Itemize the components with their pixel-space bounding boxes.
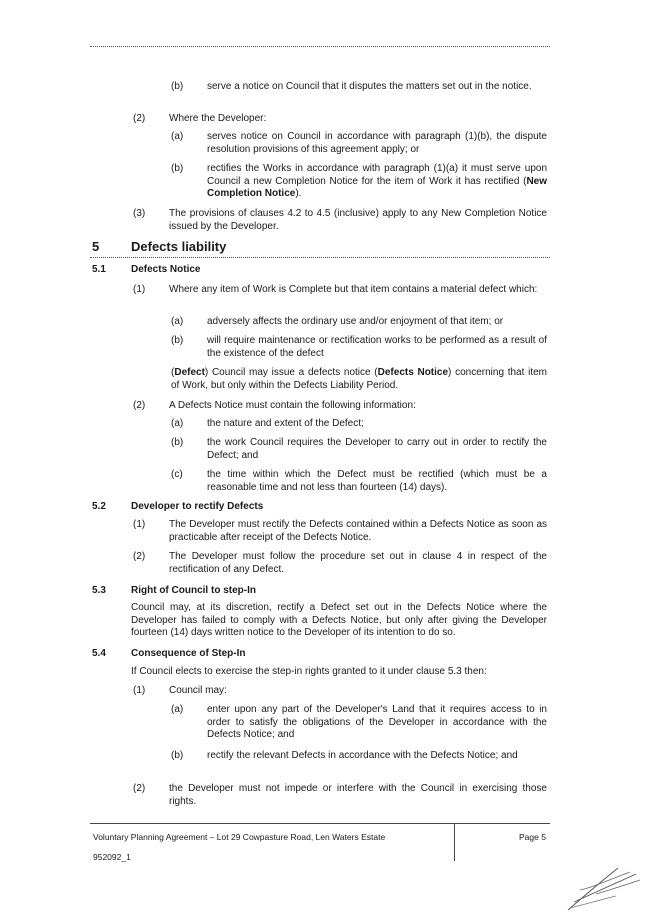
section-number: 5 [92,239,100,254]
item-text: enter upon any part of the Developer's Land that it requires access to in order to satisfy the obligations of the Developer in accordance with the Defects Notice; and [207,704,547,740]
item-label: (2) [133,400,146,411]
item-label: (1) [133,284,146,295]
item-text: serve a notice on Council that it disputes the matters set out in the notice. [207,81,532,92]
item-text: the nature and extent of the Defect; [207,418,364,429]
subsection-title: Consequence of Step-In [131,648,246,659]
item-label: (2) [133,783,146,794]
item-label: (1) [133,519,146,530]
item-text: Where the Developer: [169,113,267,124]
item-label: (b) [171,750,184,761]
item-text: Where any item of Work is Complete but that item contains a material defect which: [169,284,538,295]
body-paragraph: Council may, at its discretion, rectify a Defect set out in the Defects Notice where the Developer has failed to comply with a Defects Notice, but only after giving the Developer fourteen (14) days written notice to the Developer of its intention to do so. [131,602,547,638]
item-text: will require maintenance or rectification works to be performed as a result of the existence of the defect [207,335,547,359]
signature-initials [560,860,645,915]
item-label: (a) [171,316,184,327]
defined-term: Defect [174,367,205,378]
item-text: rectifies the Works in accordance with paragraph (1)(a) it must serve upon Council a new Completion Notice for the item of Work it has rectified (New Completion Notice). [207,163,547,199]
item-text: serves notice on Council in accordance with paragraph (1)(b), the dispute resolution provisions of this agreement apply; or [207,131,547,155]
subsection-number: 5.4 [92,648,106,659]
item-label: (b) [171,81,184,92]
item-label: (2) [133,551,146,562]
item-text: Council may: [169,685,227,696]
header-rule [90,46,550,47]
page-number: Page 5 [519,832,546,842]
item-label: (3) [133,208,146,219]
item-text: the work Council requires the Developer to carry out in order to rectify the Defect; and [207,437,547,461]
item-text: The Developer must rectify the Defects contained within a Defects Notice as soon as practicable after receipt of the Defects Notice. [169,519,547,543]
item-label: (1) [133,685,146,696]
item-text: The provisions of clauses 4.2 to 4.5 (inclusive) apply to any New Completion Notice issued by the Developer. [169,208,547,232]
body-paragraph: If Council elects to exercise the step-in rights granted to it under clause 5.3 then: [131,666,487,677]
defined-term: Defects Notice [377,367,449,378]
item-text: rectify the relevant Defects in accordance with the Defects Notice; and [207,750,518,761]
subsection-number: 5.3 [92,585,106,596]
defect-definition: (Defect) Council may issue a defects notice (Defects Notice) concerning that item of Work, but only within the Defects Liability Period. [171,367,547,391]
footer-rule [90,823,550,824]
section-rule [90,257,550,258]
section-title: Defects liability [131,239,227,254]
item-label: (b) [171,163,184,174]
item-text: the Developer must not impede or interfere with the Council in exercising those rights. [169,783,547,807]
item-label: (a) [171,418,184,429]
subsection-number: 5.2 [92,501,106,512]
item-text: The Developer must follow the procedure set out in clause 4 in respect of the rectification of any Defect. [169,551,547,575]
subsection-title: Developer to rectify Defects [131,501,264,512]
document-reference: 952092_1 [93,852,131,862]
item-text: the time within which the Defect must be rectified (which must be a reasonable time and not less than fourteen (14) days). [207,469,547,493]
footer-divider [454,823,455,861]
item-label: (a) [171,131,184,142]
defined-term: New Completion Notice [207,175,547,199]
subsection-title: Defects Notice [131,264,201,275]
item-label: (b) [171,335,184,346]
item-label: (2) [133,113,146,124]
subsection-number: 5.1 [92,264,106,275]
item-label: (b) [171,437,184,448]
item-text: adversely affects the ordinary use and/or enjoyment of that item; or [207,316,504,327]
item-text: A Defects Notice must contain the following information: [169,400,416,411]
subsection-title: Right of Council to step-In [131,585,256,596]
item-label: (c) [171,469,183,480]
footer-title: Voluntary Planning Agreement – Lot 29 Cowpasture Road, Len Waters Estate [93,832,386,842]
item-label: (a) [171,704,184,715]
